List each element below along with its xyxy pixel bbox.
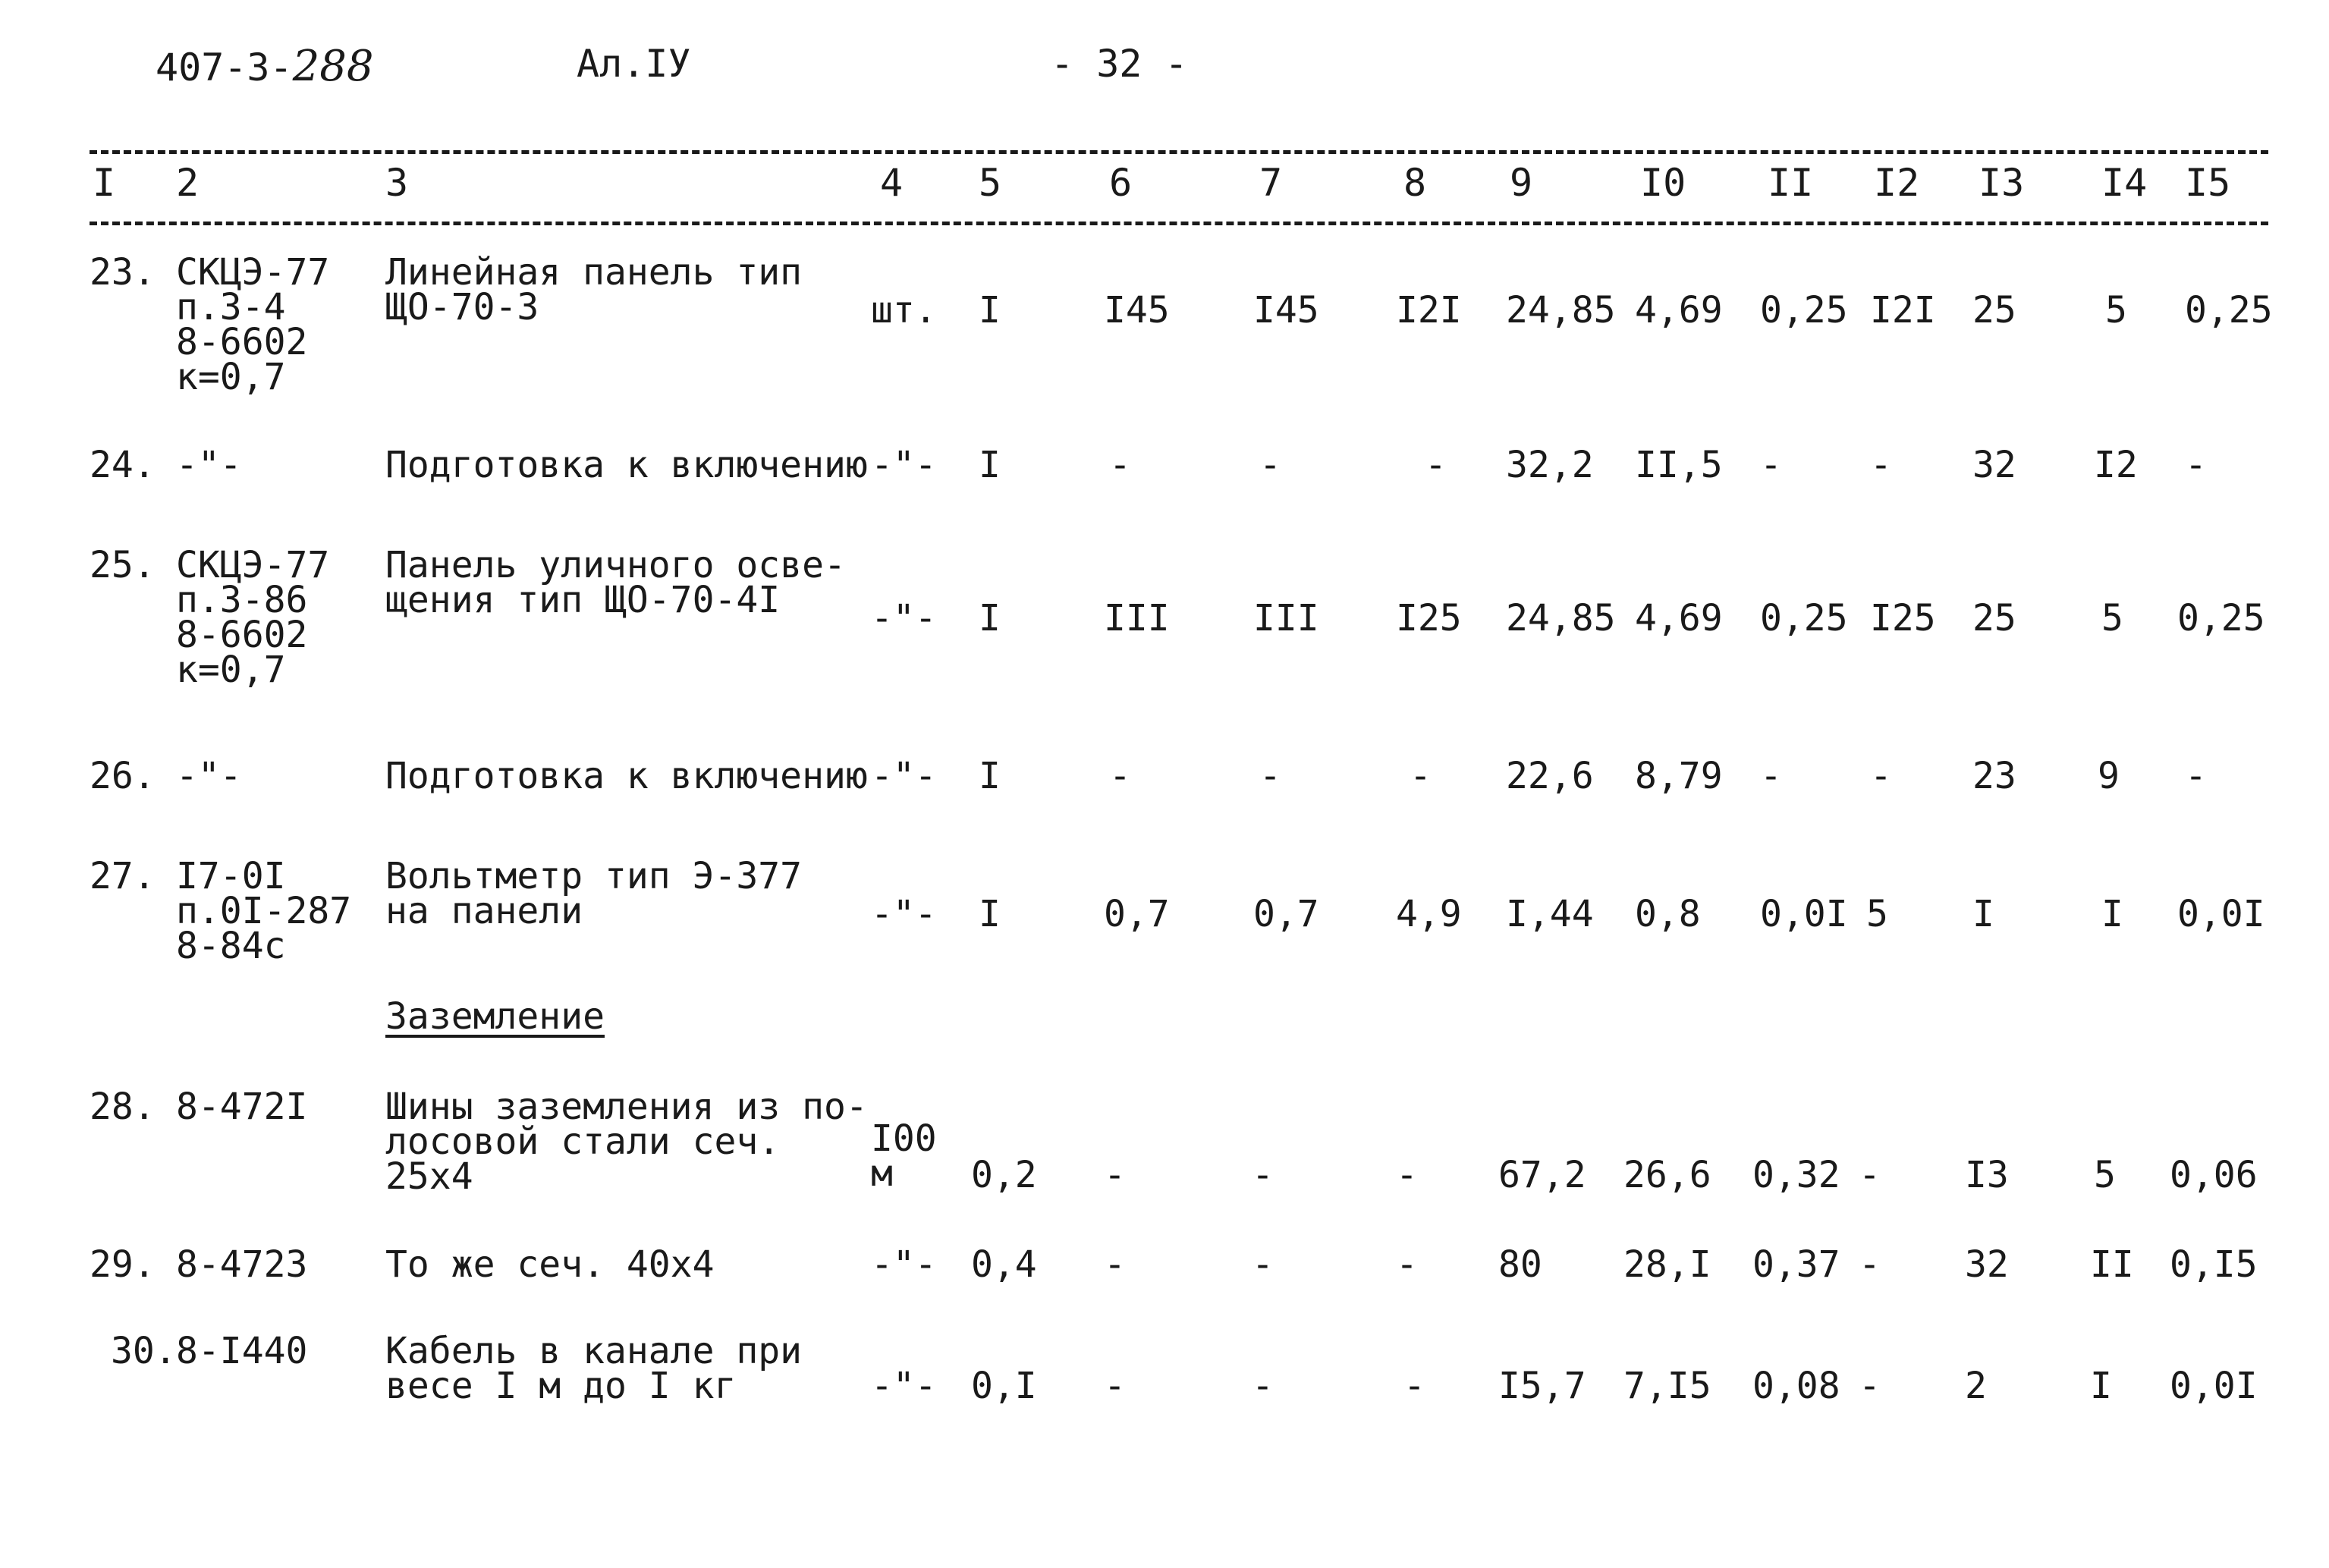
row-col10: II,5 bbox=[1635, 444, 1723, 486]
row-col10: 0,8 bbox=[1635, 893, 1701, 935]
row-qty: 0,I bbox=[971, 1365, 1037, 1407]
row-col15: 0,06 bbox=[2170, 1154, 2258, 1196]
row-code: 8-4723 bbox=[176, 1243, 308, 1286]
row-code: -"- bbox=[176, 755, 242, 797]
column-number: I2 bbox=[1874, 161, 1920, 205]
document-number bbox=[156, 42, 374, 91]
row-col6: - bbox=[1109, 444, 1131, 486]
row-col9: 22,6 bbox=[1506, 755, 1594, 797]
row-name: То же сеч. 40х4 bbox=[385, 1243, 715, 1286]
row-col12: - bbox=[1870, 444, 1892, 486]
document-number-prefix: 407-3- bbox=[156, 46, 293, 90]
row-name: Шины заземления из по- лосовой стали сеч. 25х4 bbox=[385, 1086, 868, 1198]
row-col13: 32 bbox=[1972, 444, 2016, 486]
row-code: 8-472I bbox=[176, 1086, 308, 1128]
column-number: I bbox=[93, 161, 116, 205]
row-col6: - bbox=[1104, 1365, 1126, 1407]
row-col12: I2I bbox=[1870, 289, 1936, 332]
row-col12: 5 bbox=[1866, 893, 1888, 935]
row-col10: 4,69 bbox=[1635, 289, 1723, 332]
column-number: I3 bbox=[1979, 161, 2025, 205]
row-col7: - bbox=[1252, 1154, 1274, 1196]
page-number: - 32 - bbox=[1051, 42, 1188, 86]
row-code: 8-I440 bbox=[176, 1330, 308, 1372]
row-col14: 5 bbox=[2094, 1154, 2116, 1196]
row-col9: 32,2 bbox=[1506, 444, 1594, 486]
row-name: Подготовка к включению bbox=[385, 444, 868, 486]
column-number: 9 bbox=[1510, 161, 1533, 205]
row-code: СКЦЭ-77 п.3-4 8-6602 к=0,7 bbox=[176, 251, 330, 398]
row-col11: 0,08 bbox=[1752, 1365, 1840, 1407]
row-col7: - bbox=[1259, 755, 1281, 797]
row-unit: I00 м bbox=[871, 1117, 937, 1195]
row-col15: 0,0I bbox=[2170, 1365, 2258, 1407]
row-code: -"- bbox=[176, 444, 242, 486]
row-col12: - bbox=[1859, 1243, 1881, 1286]
row-col7: - bbox=[1252, 1365, 1274, 1407]
row-number: 25. bbox=[90, 544, 156, 586]
row-qty: 0,4 bbox=[971, 1243, 1037, 1286]
row-col12: - bbox=[1859, 1365, 1881, 1407]
row-col7: 0,7 bbox=[1253, 893, 1319, 935]
row-number: 23. bbox=[90, 251, 156, 294]
row-qty: 0,2 bbox=[971, 1154, 1037, 1196]
row-col9: I5,7 bbox=[1498, 1365, 1586, 1407]
column-number: I4 bbox=[2101, 161, 2148, 205]
row-col11: - bbox=[1760, 444, 1782, 486]
row-qty: I bbox=[979, 444, 1001, 486]
row-col9: 67,2 bbox=[1498, 1154, 1586, 1196]
row-col9: I,44 bbox=[1506, 893, 1594, 935]
row-col11: 0,37 bbox=[1752, 1243, 1840, 1286]
row-col10: 7,I5 bbox=[1623, 1365, 1711, 1407]
row-col15: 0,25 bbox=[2177, 597, 2265, 639]
row-number: 24. bbox=[90, 444, 156, 486]
row-col6: III bbox=[1104, 597, 1170, 639]
row-col12: - bbox=[1859, 1154, 1881, 1196]
row-col6: - bbox=[1104, 1154, 1126, 1196]
header-rule-top bbox=[90, 150, 2268, 154]
row-qty: I bbox=[979, 755, 1001, 797]
row-col9: 24,85 bbox=[1506, 289, 1616, 332]
row-col9: 80 bbox=[1498, 1243, 1542, 1286]
row-col14: 9 bbox=[2098, 755, 2120, 797]
row-col12: - bbox=[1870, 755, 1892, 797]
row-col6: - bbox=[1104, 1243, 1126, 1286]
column-number: 4 bbox=[880, 161, 904, 205]
row-col8: 4,9 bbox=[1396, 893, 1462, 935]
row-col10: 4,69 bbox=[1635, 597, 1723, 639]
row-qty: I bbox=[979, 289, 1001, 332]
row-col8: - bbox=[1410, 755, 1432, 797]
sheet-label: Ал.IУ bbox=[577, 42, 691, 86]
document-number-handwritten: 288 bbox=[292, 42, 374, 91]
row-col13: I bbox=[1972, 893, 1994, 935]
row-col8: - bbox=[1425, 444, 1447, 486]
section-title-grounding: Заземление bbox=[385, 995, 605, 1038]
row-col13: 2 bbox=[1965, 1365, 1987, 1407]
row-unit: -"- bbox=[871, 444, 937, 486]
column-number: 8 bbox=[1403, 161, 1427, 205]
row-col15: - bbox=[2185, 444, 2207, 486]
row-col10: 8,79 bbox=[1635, 755, 1723, 797]
row-number: 30. bbox=[111, 1330, 177, 1372]
row-col13: I3 bbox=[1965, 1154, 2009, 1196]
row-col11: 0,32 bbox=[1752, 1154, 1840, 1196]
row-unit: -"- bbox=[871, 1365, 937, 1407]
row-name: Панель уличного осве- щения тип ЩО-70-4I bbox=[385, 544, 846, 621]
row-col7: I45 bbox=[1253, 289, 1319, 332]
row-col11: 0,0I bbox=[1760, 893, 1848, 935]
row-col10: 26,6 bbox=[1623, 1154, 1711, 1196]
row-col10: 28,I bbox=[1623, 1243, 1711, 1286]
row-code: СКЦЭ-77 п.3-86 8-6602 к=0,7 bbox=[176, 544, 330, 691]
column-number: 3 bbox=[385, 161, 409, 205]
row-unit: -"- bbox=[871, 597, 937, 639]
row-col14: I2 bbox=[2094, 444, 2138, 486]
column-number: 2 bbox=[176, 161, 200, 205]
row-number: 28. bbox=[90, 1086, 156, 1128]
row-unit: шт. bbox=[871, 289, 937, 332]
row-col8: - bbox=[1396, 1243, 1418, 1286]
row-qty: I bbox=[979, 893, 1001, 935]
row-col7: - bbox=[1259, 444, 1281, 486]
column-number: 5 bbox=[979, 161, 1002, 205]
header-rule-bottom bbox=[90, 222, 2268, 225]
column-number: I0 bbox=[1640, 161, 1686, 205]
row-col15: - bbox=[2185, 755, 2207, 797]
row-col14: 5 bbox=[2101, 597, 2123, 639]
row-col6: I45 bbox=[1104, 289, 1170, 332]
row-col12: I25 bbox=[1870, 597, 1936, 639]
row-name: Вольтметр тип Э-377 на панели bbox=[385, 855, 803, 932]
row-number: 27. bbox=[90, 855, 156, 897]
row-col11: - bbox=[1760, 755, 1782, 797]
row-col13: 23 bbox=[1972, 755, 2016, 797]
row-col15: 0,0I bbox=[2177, 893, 2265, 935]
row-col15: 0,25 bbox=[2185, 289, 2273, 332]
column-number: 6 bbox=[1109, 161, 1133, 205]
row-col14: 5 bbox=[2105, 289, 2127, 332]
row-number: 29. bbox=[90, 1243, 156, 1286]
row-col8: - bbox=[1403, 1365, 1425, 1407]
row-col15: 0,I5 bbox=[2170, 1243, 2258, 1286]
row-col13: 25 bbox=[1972, 289, 2016, 332]
column-number: 7 bbox=[1259, 161, 1283, 205]
row-name: Кабель в канале при весе I м до I кг bbox=[385, 1330, 803, 1407]
row-unit: -"- bbox=[871, 1243, 937, 1286]
row-col6: 0,7 bbox=[1104, 893, 1170, 935]
row-col8: I25 bbox=[1396, 597, 1462, 639]
row-col13: 32 bbox=[1965, 1243, 2009, 1286]
row-col8: - bbox=[1396, 1154, 1418, 1196]
row-col7: - bbox=[1252, 1243, 1274, 1286]
row-col14: I bbox=[2101, 893, 2123, 935]
row-col11: 0,25 bbox=[1760, 289, 1848, 332]
row-qty: I bbox=[979, 597, 1001, 639]
row-name: Подготовка к включению bbox=[385, 755, 868, 797]
column-number: II bbox=[1768, 161, 1814, 205]
row-unit: -"- bbox=[871, 893, 937, 935]
row-col7: III bbox=[1253, 597, 1319, 639]
row-code: I7-0I п.0I-287 8-84с bbox=[176, 855, 352, 967]
row-col6: - bbox=[1109, 755, 1131, 797]
column-number: I5 bbox=[2185, 161, 2231, 205]
row-col14: I bbox=[2090, 1365, 2112, 1407]
row-col8: I2I bbox=[1396, 289, 1462, 332]
row-col9: 24,85 bbox=[1506, 597, 1616, 639]
row-col13: 25 bbox=[1972, 597, 2016, 639]
row-unit: -"- bbox=[871, 755, 937, 797]
row-col14: II bbox=[2090, 1243, 2134, 1286]
row-col11: 0,25 bbox=[1760, 597, 1848, 639]
row-name: Линейная панель тип ЩО-70-3 bbox=[385, 251, 803, 328]
row-number: 26. bbox=[90, 755, 156, 797]
